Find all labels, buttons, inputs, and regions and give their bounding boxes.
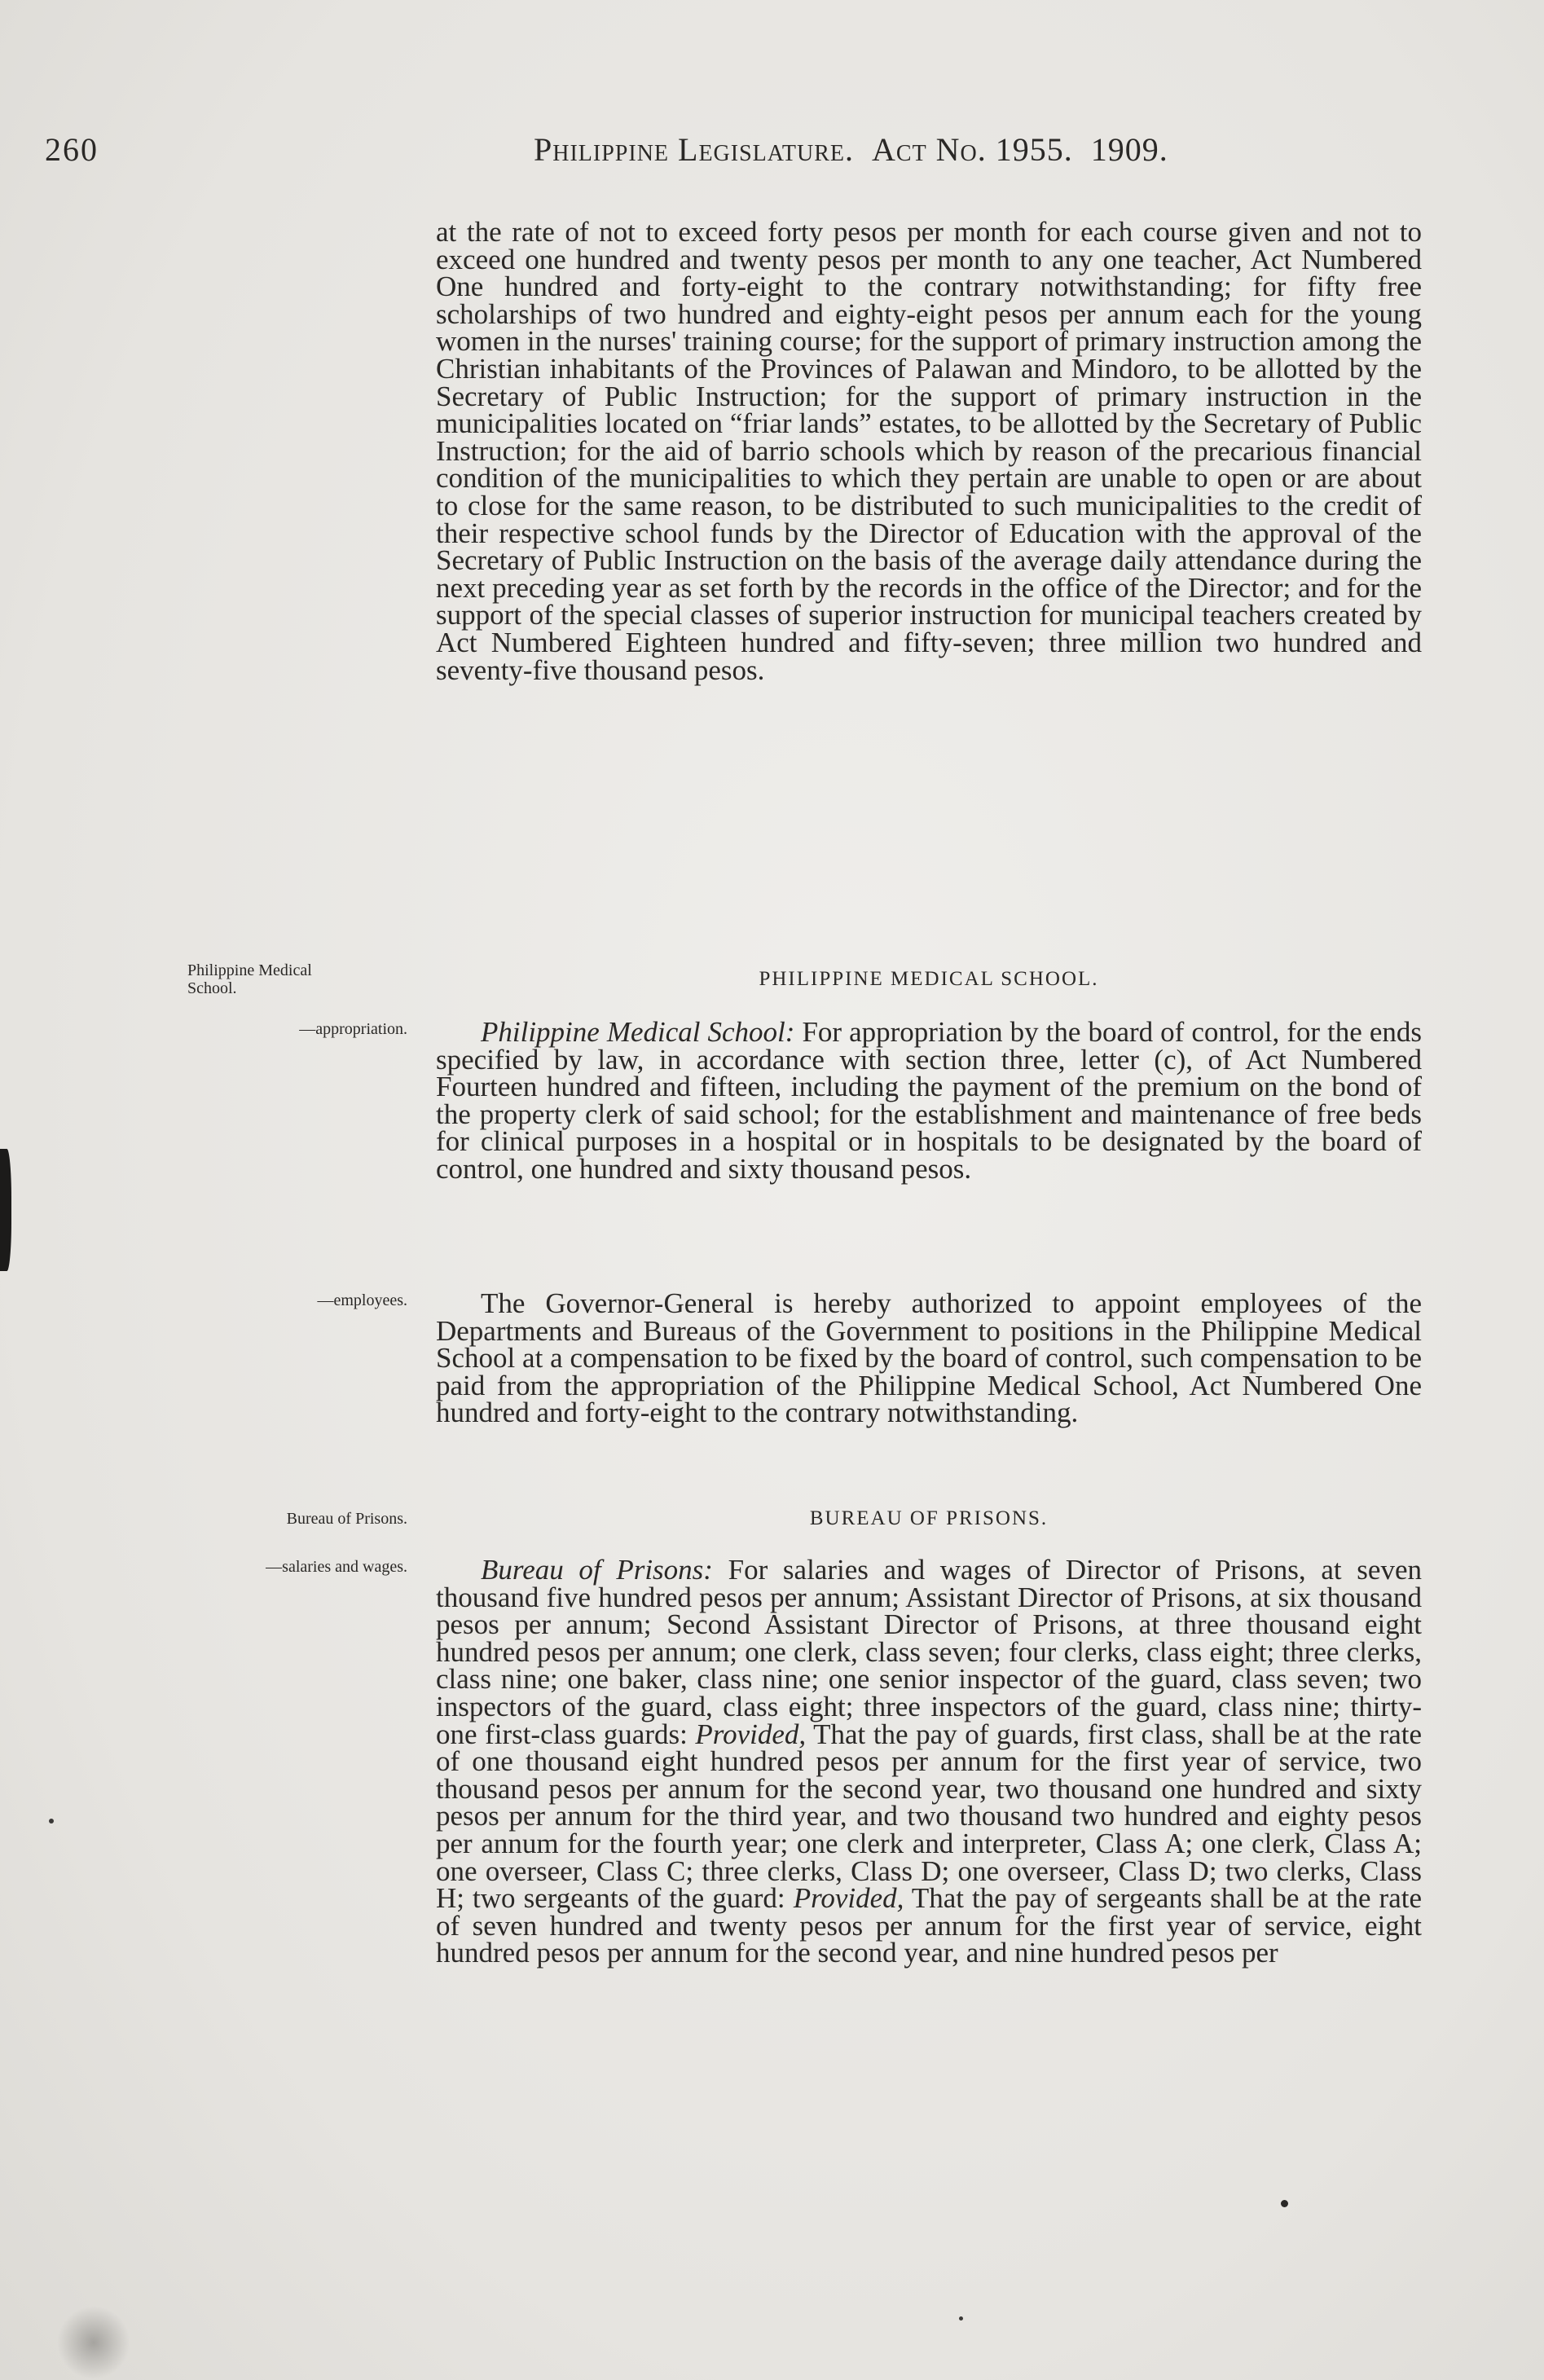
margin-note-salaries: —salaries and wages. <box>266 1558 407 1576</box>
running-head-legislature: Philippine Legislature. <box>534 131 854 168</box>
paragraph-medical-school-employees: The Governor-General is hereby authorized to appoint employees of the Departments and Bureaus of the Government to positions in the Philippine Medical School at a compensation to be fixed by the board of control, such compensation to be paid from the appropriation of the Philippine Medical School, Act Numbered One hundred and forty-eight to the contrary notwithstanding. <box>436 1287 1422 1429</box>
margin-note-employees: —employees. <box>317 1291 407 1309</box>
scan-artifact-dot-left <box>49 1819 54 1823</box>
scan-artifact-dot-small <box>959 2316 963 2321</box>
scan-artifact-left-edge <box>0 1149 11 1271</box>
scan-artifact-dot <box>1281 2200 1288 2207</box>
running-head-year: 1909. <box>1090 131 1168 168</box>
scan-artifact-corner <box>57 2306 130 2379</box>
margin-note-prisons: Bureau of Prisons. <box>286 1510 407 1528</box>
running-head-act: Act No. 1955. <box>872 131 1073 168</box>
section-heading-prisons: BUREAU OF PRISONS. <box>809 1507 1049 1529</box>
page-header <box>0 130 1544 179</box>
provided-clause-1: Provided, <box>695 1718 807 1750</box>
paragraph-education-continued: at the rate of not to exceed forty pesos per month for each course given and not to exceed one hundred and twenty pesos per month to any one teacher, Act Numbered One hundred and forty-eight to the contrary notwithstanding; for fifty free scholarships of two hundred and eighty-eight pesos per annum each for the young women in the nurses' training course; for the support of primary instruction among the Christian inhabitants of the Provinces of Palawan and Mindoro, to be allotted by the Secretary of Public Instruction; for the support of primary instruction in the municipalities located on “friar lands” estates, to be allotted by the Secretary of Public Instruction; for the aid of barrio schools which by reason of the precarious financial condition of the municipalities to which they pertain are unable to open or are about to close for the same reason, to be distributed to such municipalities to the credit of their respective school funds by the Director of Education with the approval of the Secretary of Public Instruction on the basis of the average daily attendance during the next preceding year as set forth by the records in the office of the Director; and for the support of the special classes of superior instruction for municipal teachers created by Act Numbered Eighteen hundred and fifty-seven; three million two hundred and seventy-five thousand pesos. <box>436 216 1422 686</box>
page-number: 260 <box>45 131 99 168</box>
paragraph-lead-prisons: Bureau of Prisons: <box>481 1554 713 1586</box>
paragraph-medical-school-appropriation <box>436 1018 1422 1183</box>
paragraph-lead-medical-school: Philippine Medical School: <box>481 1016 795 1048</box>
paragraph-body-prisons-c: That the pay of sergeants shall be at the rate of seven hundred and twenty pesos per annum for the first year of service, eight hundred pesos per annum for the second year, and nine hundred pesos per <box>436 1882 1423 1969</box>
paragraph-prisons-salaries <box>436 1556 1422 1967</box>
margin-note-appropriation: —appropriation. <box>299 1020 407 1038</box>
running-head <box>534 130 1168 169</box>
paragraph-body-prisons-a: For salaries and wages of Director of Prisons, at seven thousand five hundred pesos per annum; Assistant Director of Prisons, at six thousand pesos per annum; Second Assistant Director of Prisons, at three thousand eight hundred pesos per annum; one clerk, class seven; four clerks, class eight; three clerks, class nine; one baker, class nine; one senior inspector of the guard, class seven; two inspectors of the guard, class eight; three inspectors of the guard, class nine; thirty-one first-class guards: <box>436 1554 1422 1750</box>
section-heading-medical-school: PHILIPPINE MEDICAL SCHOOL. <box>759 968 1099 990</box>
paragraph-body-medical-school: For appropriation by the board of control, for the ends specified by law, in accordance with section three, letter (c), of Act Numbered Fourteen hundred and fifteen, including the payment of the premium on the bond of the property clerk of said school; for the establishment and maintenance of free beds for clinical purposes in a hospital or in hospitals to be designated by the board of control, one hundred and sixty thousand pesos. <box>436 1016 1422 1185</box>
margin-note-medical-school <box>187 961 407 997</box>
margin-note-medical-school-text: Philippine Medical School. <box>187 961 312 997</box>
paragraph-body-prisons-b: That the pay of guards, first class, shall be at the rate of one thousand eight hundred pesos per annum for the first year of service, two thousand pesos per annum for the second year, two thousand one hundred and sixty pesos per annum for the third year, and two thousand two hundred and eighty pesos per annum for the fourth year; one clerk and interpreter, Class A; one clerk, Class A; one overseer, Class C; three clerks, Class D; one overseer, Class D; two clerks, Class H; two sergeants of the guard: <box>436 1718 1422 1915</box>
provided-clause-2: Provided, <box>793 1882 904 1915</box>
